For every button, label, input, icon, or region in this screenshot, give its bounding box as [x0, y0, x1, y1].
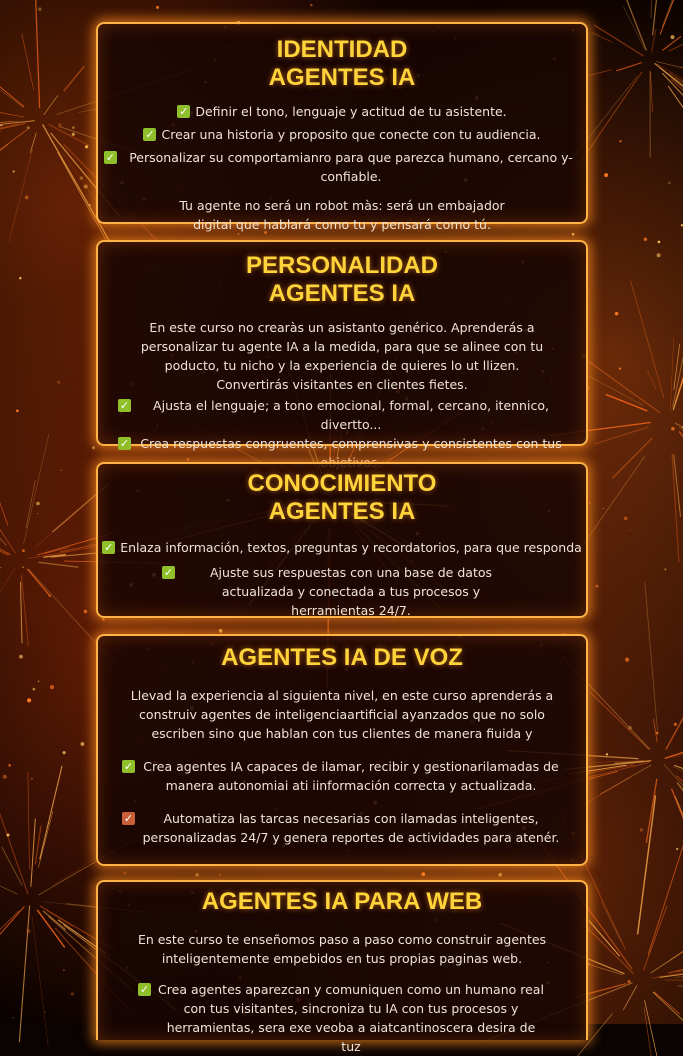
list-item [118, 396, 566, 434]
spark-streak [28, 772, 30, 870]
spark-streak [31, 819, 35, 887]
spark-dot [38, 7, 42, 11]
spark-streak [26, 481, 35, 528]
spark-streak [0, 124, 18, 138]
list-item-text: Definir el tono, lenguaje y actitud de tu asistente. [195, 102, 506, 121]
spark-streak [647, 370, 656, 390]
spark-streak [42, 901, 103, 908]
card-title [98, 470, 586, 526]
spark-streak [34, 513, 76, 548]
card-identidad [96, 22, 588, 224]
list-item-text: Ajuste sus respuestas con una base de datos actualizada y conectada a tus procesos y herramientas 24/7. [180, 563, 522, 620]
spark-dot [656, 732, 658, 734]
spark-streak [596, 0, 647, 50]
spark-dot [63, 751, 66, 754]
spark-streak [0, 759, 28, 895]
spark-dot [219, 629, 223, 633]
title-line: AGENTES IA [98, 280, 586, 308]
spark-streak [660, 0, 683, 35]
spark-streak [601, 901, 621, 942]
card-title [98, 36, 586, 92]
spark-streak [679, 427, 683, 450]
spark-dot [123, 871, 126, 874]
check-mark-icon: ✓ [122, 812, 135, 825]
spark-dot [80, 176, 84, 180]
spark-streak [0, 392, 8, 526]
spark-dot [48, 822, 50, 824]
spark-streak [624, 6, 645, 49]
spark-dot [628, 726, 632, 730]
spark-dot [596, 585, 599, 588]
spark-dot [627, 980, 630, 983]
list-item [104, 148, 580, 186]
title-line: AGENTES IA [98, 64, 586, 92]
spark-streak [631, 281, 664, 399]
spark-streak [35, 0, 39, 108]
spark-dot [624, 517, 627, 520]
title-line: IDENTIDAD [98, 36, 586, 64]
spark-streak [677, 776, 683, 882]
spark-dot [38, 680, 40, 682]
spark-streak [0, 144, 8, 218]
spark-streak [24, 434, 49, 544]
spark-streak [64, 66, 85, 91]
spark-streak [594, 25, 643, 56]
spark-streak [666, 690, 683, 750]
spark-streak [21, 582, 23, 644]
spark-dot [7, 834, 10, 837]
spark-streak [612, 438, 652, 478]
spark-streak [653, 992, 683, 1047]
spark-streak [0, 31, 23, 107]
spark-dot [37, 513, 38, 514]
card-title [98, 252, 586, 308]
spark-streak [648, 817, 683, 954]
spark-dot [27, 126, 30, 129]
spark-dot [92, 446, 95, 449]
spark-streak [0, 567, 1, 603]
spark-dot [50, 685, 54, 689]
spark-streak [646, 779, 657, 843]
spark-streak [651, 29, 656, 53]
list-item [138, 980, 546, 1056]
spark-streak [678, 986, 683, 995]
check-mark-icon: ✓ [138, 983, 151, 996]
spark-dot [19, 277, 21, 279]
spark-streak [32, 917, 48, 1047]
spark-dot [31, 778, 33, 780]
spark-streak [0, 130, 27, 191]
card-agentes-web [96, 880, 588, 1040]
spark-dot [219, 874, 221, 876]
spark-streak [0, 478, 16, 553]
spark-streak [623, 985, 637, 1010]
spark-dot [25, 196, 29, 200]
spark-dot [589, 502, 591, 504]
list-item [122, 809, 562, 847]
intro-text: En este curso no crearàs un asistanto genérico. Aprenderás a personalizar tu agente IA a la medida, para que se alinee con tu poducto, tu nicho y la experiencia de quieres lo ut llizen. Convertirás visitantes en clientes fietes. [98, 318, 586, 394]
spark-dot [670, 35, 674, 39]
spark-dot [657, 253, 661, 257]
spark-streak [616, 63, 641, 71]
check-mark-icon: ✓ [122, 760, 135, 773]
spark-streak [37, 910, 65, 948]
spark-streak [0, 87, 24, 108]
spark-streak [0, 420, 6, 539]
spark-dot [84, 610, 88, 614]
title-line: AGENTES IA PARA WEB [98, 888, 586, 916]
spark-streak [52, 857, 98, 886]
spark-dot [72, 133, 75, 136]
spark-streak [665, 739, 683, 759]
spark-streak [671, 943, 683, 959]
spark-streak [590, 692, 649, 749]
spark-streak [21, 575, 28, 647]
list-item-text: Crea respuestas congruentes, comprensivas y consistentes con tus [136, 434, 566, 472]
spark-dot [49, 595, 51, 597]
spark-dot [22, 567, 23, 568]
spark-streak [638, 795, 656, 934]
card-title [98, 644, 586, 672]
list-item [104, 125, 580, 144]
spark-streak [0, 131, 2, 159]
spark-dot [19, 655, 23, 659]
title-line: PERSONALIDAD [98, 252, 586, 280]
spark-dot [85, 145, 88, 148]
spark-dot [606, 753, 608, 755]
spark-streak [19, 906, 29, 1042]
spark-dot [8, 764, 11, 767]
list-item-text: Ajusta el lenguaje; a tono emocional, formal, cercano, itennico, divertto... [136, 396, 566, 434]
spark-dot [671, 427, 675, 431]
spark-streak [668, 86, 683, 143]
list-item-text: Automatiza las tarcas necesarias con ilamadas inteligentes, personalizadas 24/7 y genera reportes de actividades para atenér. [140, 809, 562, 847]
spark-streak [2, 847, 23, 886]
spark-streak [651, 0, 653, 18]
check-mark-icon: ✓ [102, 541, 115, 554]
spark-streak [44, 95, 58, 115]
spark-dot [13, 1017, 14, 1018]
spark-streak [594, 427, 648, 444]
spark-streak [0, 568, 15, 666]
spark-dot [645, 644, 646, 645]
spark-dot [27, 698, 31, 702]
spark-dot [33, 688, 36, 691]
spark-dot [668, 182, 670, 184]
list-item [104, 102, 580, 121]
spark-dot [80, 742, 84, 746]
closing-text: Tu agente no será un robot màs: será un embajador digital que hablará como tu y pensará como tú. [98, 196, 586, 234]
spark-dot [22, 549, 25, 552]
spark-dot [676, 848, 678, 850]
spark-dot [619, 367, 621, 369]
spark-streak [645, 1000, 670, 1056]
spark-dot [58, 123, 61, 126]
spark-streak [40, 766, 62, 860]
title-line: AGENTES IA [98, 498, 586, 526]
intro-text: Llevad la experiencia al siguienta nivel, en este curso aprenderás a construiv agentes de inteligenciaartificial ayanzados que no solo escriben sino que hablan con tus clientes de manera fiuida y [98, 686, 586, 743]
spark-dot [84, 185, 88, 189]
spark-streak [679, 432, 683, 504]
spark-dot [625, 658, 629, 662]
spark-streak [581, 356, 660, 413]
spark-dot [89, 204, 91, 206]
spark-dot [498, 873, 502, 877]
spark-dot [421, 872, 425, 876]
check-mark-icon: ✓ [104, 151, 117, 164]
spark-streak [22, 34, 34, 90]
spark-streak [0, 906, 25, 965]
list-item-text: Crear una historia y proposito que conecte con tu audiencia. [161, 125, 540, 144]
spark-dot [57, 381, 60, 384]
spark-streak [0, 911, 19, 959]
spark-dot [195, 873, 199, 877]
spark-dot [36, 502, 40, 506]
spark-dot [619, 140, 622, 143]
spark-streak [654, 992, 680, 1014]
check-mark-icon: ✓ [143, 128, 156, 141]
spark-dot [615, 312, 619, 316]
spark-streak [39, 562, 79, 567]
spark-dot [629, 530, 630, 531]
spark-streak [606, 394, 648, 411]
spark-dot [3, 775, 7, 779]
spark-dot [72, 126, 75, 129]
list-item-text: Enlaza información, textos, preguntas y recordatorios, para que responda [120, 538, 582, 557]
list-item-text: Crea agentes aparezcan y comuniquen como un humano real con tus visitantes, sincroniza tu IA con tus procesos y herramientas, sera exe veoba a aiatcantinoscera desira de tuz [156, 980, 546, 1056]
spark-streak [38, 811, 53, 868]
card-title [98, 888, 586, 916]
spark-streak [589, 921, 620, 957]
intro-text: En este curso te enseñomos paso a paso como construir agentes inteligentemente empebidos en tus propias paginas web. [98, 930, 586, 968]
list-item [102, 563, 582, 620]
list-item-text: Crea agentes IA capaces de ilamar, recibir y gestionarilamadas de manera autonomiai ati iinformación correcta y actualizada. [140, 757, 562, 795]
spark-dot [640, 828, 643, 831]
spark-streak [27, 569, 50, 597]
spark-dot [588, 963, 590, 965]
list-item [122, 757, 562, 795]
spark-streak [0, 101, 25, 117]
spark-streak [670, 337, 673, 413]
spark-streak [672, 789, 683, 841]
spark-dot [44, 1011, 45, 1012]
spark-dot [156, 6, 159, 9]
list-item [102, 538, 582, 557]
spark-dot [61, 470, 63, 472]
spark-streak [644, 905, 668, 970]
spark-dot [658, 241, 661, 244]
check-mark-icon: ✓ [118, 437, 131, 450]
check-mark-icon: ✓ [177, 105, 190, 118]
title-line: AGENTES IA DE VOZ [98, 644, 586, 672]
spark-streak [9, 149, 33, 242]
spark-dot [63, 969, 65, 971]
card-agentes-voz [96, 634, 588, 866]
spark-dot [16, 409, 19, 412]
spark-dot [603, 508, 604, 509]
spark-dot [310, 4, 313, 7]
card-conocimiento [96, 462, 588, 618]
spark-streak [671, 79, 683, 183]
check-mark-icon: ✓ [162, 566, 175, 579]
spark-dot [604, 173, 608, 177]
spark-dot [26, 929, 30, 933]
spark-dot [13, 170, 15, 172]
spark-dot [664, 568, 666, 570]
spark-streak [677, 783, 683, 859]
card-personalidad [96, 240, 588, 446]
spark-dot [71, 992, 74, 995]
title-line: CONOCIMIENTO [98, 470, 586, 498]
spark-streak [645, 582, 658, 735]
spark-dot [674, 723, 677, 726]
spark-dot [644, 238, 648, 242]
spark-streak [676, 940, 683, 972]
spark-streak [651, 72, 653, 113]
list-item-text: Personalizar su comportamianro para que parezca humano, cercano y-confiable. [122, 148, 580, 186]
spark-streak [674, 344, 680, 390]
check-mark-icon: ✓ [118, 399, 131, 412]
spark-streak [30, 133, 36, 153]
